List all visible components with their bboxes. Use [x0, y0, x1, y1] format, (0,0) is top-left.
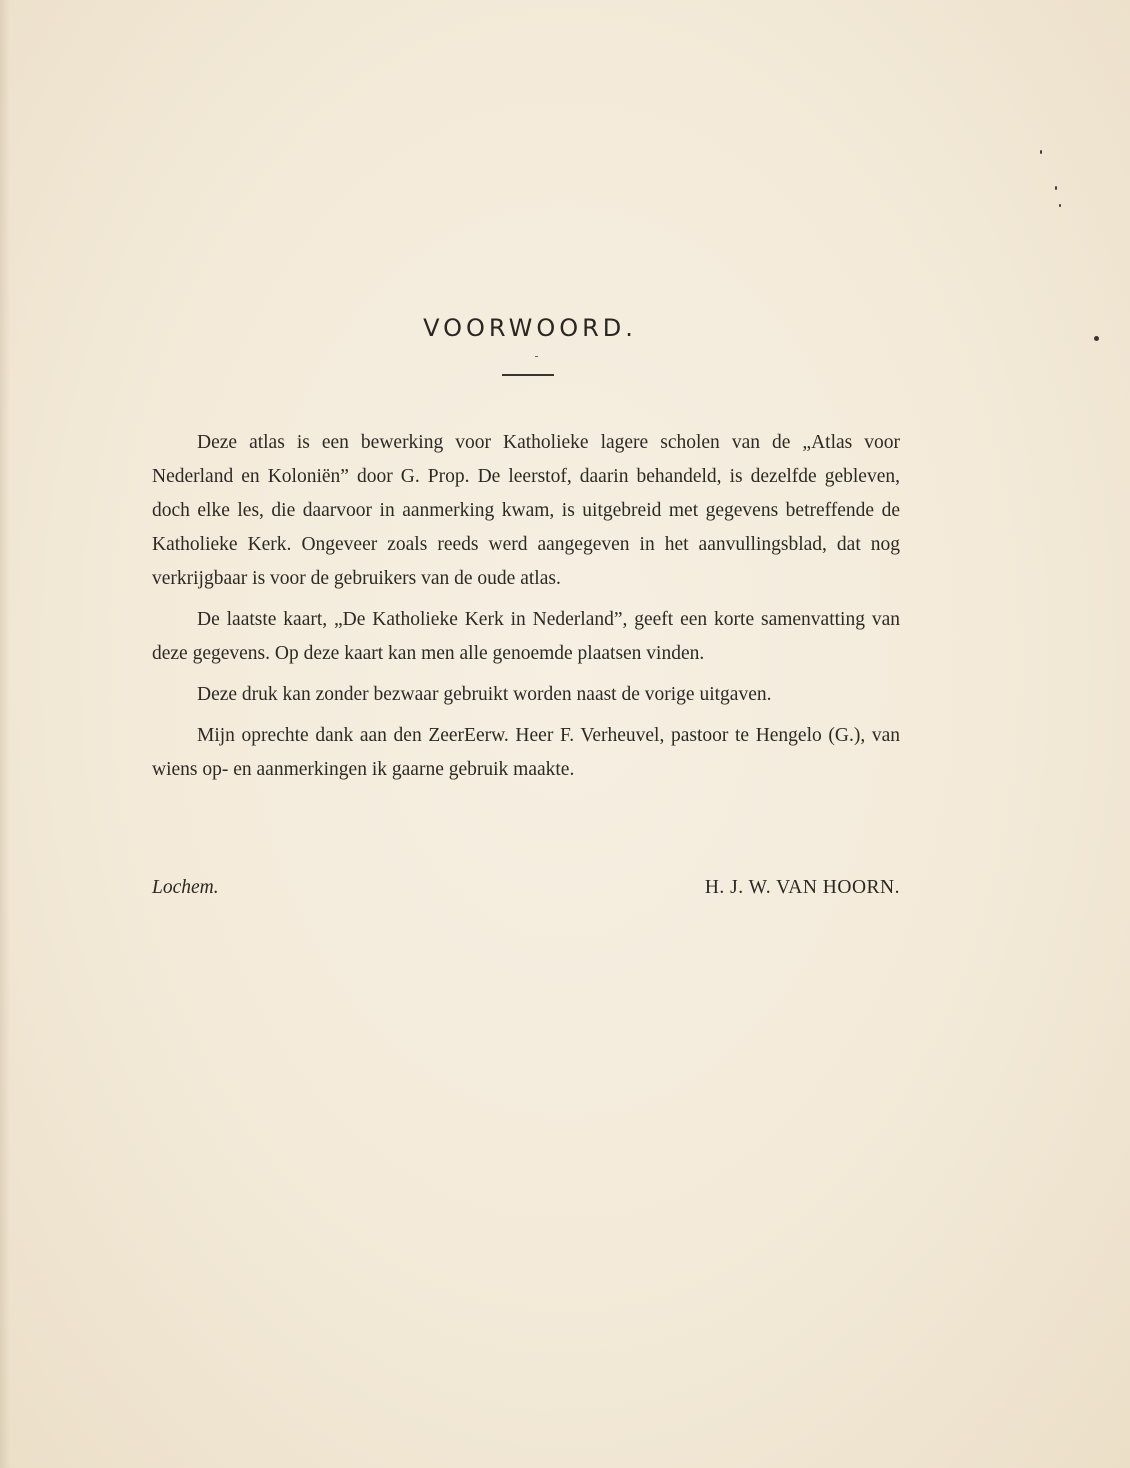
title-divider [502, 374, 554, 376]
author-name: H. J. W. VAN HOORN. [704, 877, 900, 898]
paragraph: Mijn oprechte dank aan den ZeerEerw. Heer F. Verheuvel, pastoor te Hengelo (G.), van wiens op- en aanmerkingen ik gaarne gebruik maakte. [152, 725, 900, 780]
page-edge-shadow [0, 0, 10, 1468]
page-title: VOORWOORD. [423, 314, 637, 342]
paragraph: De laatste kaart, „De Katholieke Kerk in Nederland”, geeft een korte samenvatting van deze gegevens. Op deze kaart kan men alle genoemde plaatsen vinden. [152, 609, 900, 664]
paper-speck [1059, 204, 1061, 207]
paper-speck [1094, 336, 1099, 341]
signature-block [152, 877, 900, 907]
title-mark [535, 356, 538, 357]
paper-speck [1055, 186, 1057, 190]
foreword-body [152, 426, 900, 794]
paragraph: Deze atlas is een bewerking voor Katholieke lagere scholen van de „Atlas voor Nederland en Koloniën” door G. Prop. De leerstof, daarin behandeld, is dezelfde gebleven, doch elke les, die daarvoor in aanmerking kwam, is uitgebreid met gegevens betreffende de Katholieke Kerk. Ongeveer zoals reeds werd aangegeven in het aanvullingsblad, dat nog verkrijgbaar is voor de gebruikers van de oude atlas. [152, 432, 900, 589]
paragraph: Deze druk kan zonder bezwaar gebruikt worden naast de vorige uitgaven. [197, 684, 772, 705]
paper-speck [1040, 150, 1042, 154]
place-name: Lochem. [152, 877, 219, 898]
